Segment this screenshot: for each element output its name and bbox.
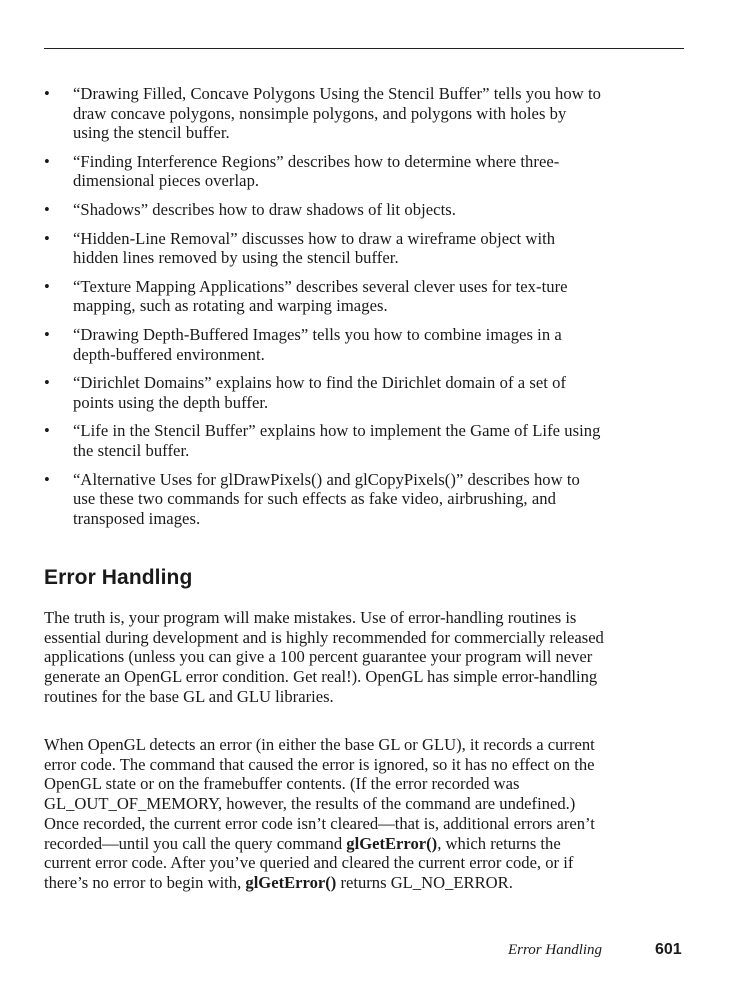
bullet-icon: •: [44, 276, 50, 296]
list-item: [44, 152, 604, 191]
bullet-text: “Dirichlet Domains” explains how to find the Dirichlet domain of a set of points using the depth buffer.: [73, 373, 567, 412]
paragraph-intro: The truth is, your program will make mistakes. Use of error-handling routines is essential during development and is highly recommended for commercially released applications (unless you can give a 100 percent guarantee your program will never generate an OpenGL error condition. Get real!). OpenGL has simple error-handling routines for the base GL and GLU libraries.: [44, 608, 604, 706]
paragraph-text: , which returns the current error code. After you’ve queried and cleared the current error code, or if there’s no error to begin with,: [44, 833, 574, 892]
command-name: glGetError(): [245, 872, 337, 892]
command-name: glGetError(): [346, 833, 438, 853]
bullet-icon: •: [44, 373, 50, 393]
bullet-text: “Life in the Stencil Buffer” explains how to implement the Game of Life using the stencil buffer.: [73, 421, 601, 460]
top-rule: [44, 48, 684, 49]
list-item: [44, 373, 604, 412]
list-item: [44, 84, 604, 143]
paragraph-text: When OpenGL detects an error (in either the base GL or GLU), it records a current error code. The command that caused the error is ignored, so it has no effect on the OpenGL state or on the framebuffer contents. (If the error recorded was GL_OUT_OF_MEMORY, however, the results of the command are undefined.) Once recorded, the current error code isn’t cleared—that is, additional errors aren’t recorded—until you call the query command: [44, 735, 595, 853]
list-item: [44, 421, 604, 460]
page-number: 601: [655, 941, 682, 958]
paragraph-text: returns GL_NO_ERROR.: [336, 872, 513, 892]
list-item: [44, 325, 604, 364]
list-item: [44, 277, 604, 316]
bullet-text: “Finding Interference Regions” describes how to determine where three-dimensional pieces overlap.: [73, 151, 560, 191]
bullet-list: [44, 84, 604, 537]
section-heading: Error Handling: [44, 566, 193, 589]
bullet-text: “Hidden-Line Removal” discusses how to draw a wireframe object with hidden lines removed by using the stencil buffer.: [73, 228, 556, 268]
list-item: [44, 470, 604, 529]
bullet-icon: •: [44, 324, 50, 344]
bullet-text: “Alternative Uses for glDrawPixels() and glCopyPixels()” describes how to use these two commands for such effects as fake video, airbrushing, and transposed images.: [73, 469, 580, 528]
running-footer-title: Error Handling: [508, 942, 603, 958]
bullet-icon: •: [44, 469, 50, 489]
bullet-icon: •: [44, 151, 50, 171]
bullet-icon: •: [44, 199, 50, 219]
bullet-text: “Texture Mapping Applications” describes several clever uses for tex-ture mapping, such as rotating and warping images.: [73, 276, 568, 316]
list-item: [44, 229, 604, 268]
bullet-text: “Drawing Depth-Buffered Images” tells you how to combine images in a depth-buffered environment.: [73, 324, 562, 364]
bullet-icon: •: [44, 421, 50, 441]
bullet-text: “Shadows” describes how to draw shadows of lit objects.: [73, 199, 456, 219]
paragraph-error-codes: [44, 735, 609, 893]
list-item: [44, 200, 604, 220]
bullet-icon: •: [44, 84, 50, 103]
bullet-icon: •: [44, 228, 50, 248]
bullet-text: “Drawing Filled, Concave Polygons Using the Stencil Buffer” tells you how to draw concave polygons, nonsimple polygons, and polygons with holes by using the stencil buffer.: [73, 84, 601, 143]
